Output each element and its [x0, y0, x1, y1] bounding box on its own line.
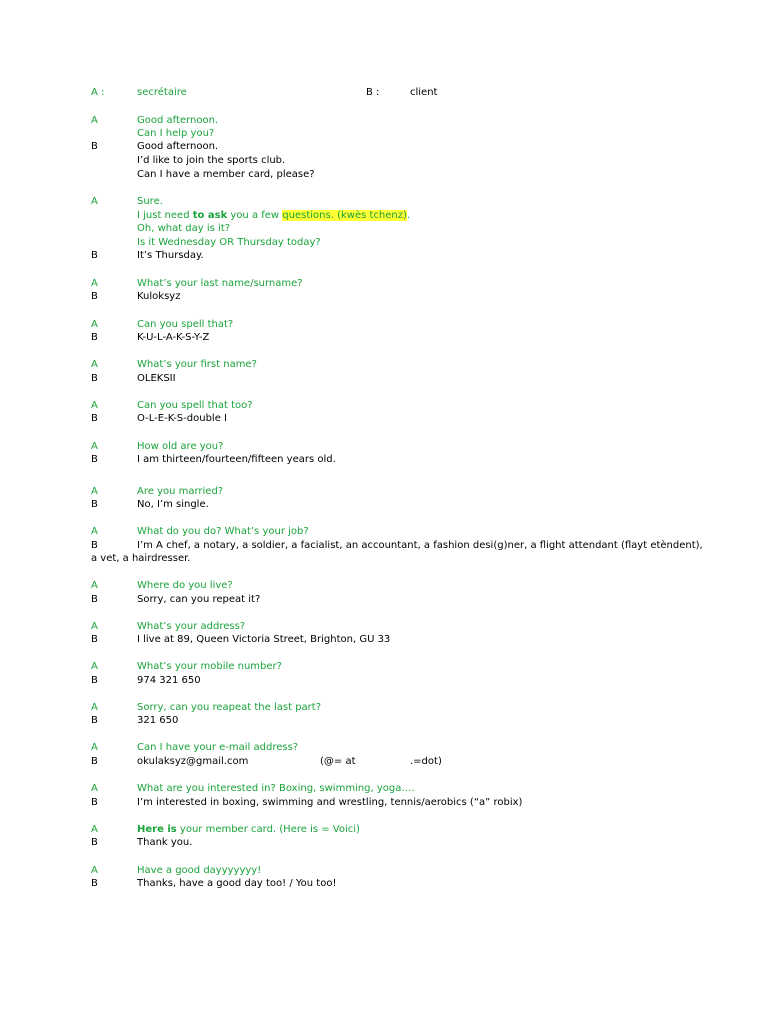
- speaker-label: B: [91, 594, 98, 605]
- line-text: 974 321 650: [137, 675, 201, 686]
- line-text: Thank you.: [137, 837, 193, 848]
- dialogue-line: [0, 701, 768, 714]
- speaker-label: B: [91, 332, 98, 343]
- speaker-label: B: [91, 634, 98, 645]
- dialogue-line: [0, 633, 768, 646]
- dialogue-line: [0, 525, 768, 538]
- dialogue-line: [0, 318, 768, 331]
- dialogue-line: [0, 440, 768, 453]
- speaker-label: A: [91, 824, 98, 835]
- speaker-label: B: [91, 141, 98, 152]
- at-note: (@= at: [320, 756, 356, 767]
- line-text: No, I’m single.: [137, 499, 209, 510]
- line-text: I’d like to join the sports club.: [137, 155, 286, 166]
- dialogue-line: [0, 249, 768, 262]
- line-text: Can I have your e-mail address?: [137, 742, 299, 753]
- line-text: OLEKSII: [137, 373, 176, 384]
- line-text: Can you spell that?: [137, 319, 234, 330]
- speaker-label: A: [91, 115, 98, 126]
- dialogue-line: [0, 660, 768, 673]
- dialogue-line: [0, 755, 768, 768]
- dialogue-line: [0, 539, 768, 552]
- line-text: Is it Wednesday OR Thursday today?: [137, 237, 321, 248]
- line-text: Can I have a member card, please?: [137, 169, 315, 180]
- dialogue-line: [0, 741, 768, 754]
- speaker-label: A: [91, 196, 98, 207]
- speaker-label: B: [91, 499, 98, 510]
- speaker-label: A: [91, 400, 98, 411]
- line-text: O-L-E-K-S-double I: [137, 413, 227, 424]
- line-text: How old are you?: [137, 441, 224, 452]
- speaker-label: A: [91, 783, 98, 794]
- text-part: you a few: [227, 210, 283, 221]
- speaker-label: A: [91, 319, 98, 330]
- speaker-label: A: [91, 742, 98, 753]
- dialogue-line: [0, 552, 768, 565]
- role-a-label: A :: [91, 87, 105, 98]
- line-text: I’m interested in boxing, swimming and wrestling, tennis/aerobics (“a” robix): [137, 797, 523, 808]
- role-a-name: secrétaire: [137, 87, 187, 98]
- role-b-name: client: [410, 87, 438, 98]
- dialogue-line: [0, 290, 768, 303]
- line-text: Good afternoon.: [137, 115, 219, 126]
- line-text: a vet, a hairdresser.: [91, 553, 191, 564]
- speaker-label: A: [91, 278, 98, 289]
- speaker-label: A: [91, 702, 98, 713]
- line-text: Have a good dayyyyyyy!: [137, 865, 262, 876]
- speaker-label: A: [91, 526, 98, 537]
- speaker-label: B: [91, 454, 98, 465]
- speaker-label: A: [91, 865, 98, 876]
- line-text: [137, 823, 360, 836]
- line-text: Sorry, can you reapeat the last part?: [137, 702, 322, 713]
- speaker-label: A: [91, 661, 98, 672]
- dialogue-line: [0, 485, 768, 498]
- line-text: What do you do? What’s your job?: [137, 526, 309, 537]
- text-part: your member card. (Here is = Voici): [176, 824, 360, 835]
- line-text: It’s Thursday.: [137, 250, 204, 261]
- dialogue-line: [0, 674, 768, 687]
- highlighted-phrase: questions. (kwès tchenz): [282, 210, 407, 221]
- speaker-label: A: [91, 486, 98, 497]
- dialogue-line: [0, 836, 768, 849]
- line-text: Can you spell that too?: [137, 400, 253, 411]
- speaker-label: A: [91, 621, 98, 632]
- speaker-label: B: [91, 715, 98, 726]
- speaker-label: B: [91, 413, 98, 424]
- line-text: I’m A chef, a notary, a soldier, a facialist, an accountant, a fashion desi(g)ner, a flight attendant (flayt etèndent),: [137, 540, 703, 551]
- line-text: Good afternoon.: [137, 141, 219, 152]
- dialogue-line: [0, 399, 768, 412]
- line-text: Kuloksyz: [137, 291, 181, 302]
- speaker-label: B: [91, 540, 98, 551]
- dialogue-line: [0, 236, 768, 249]
- dialogue-line: [0, 277, 768, 290]
- dialogue-line: [0, 331, 768, 344]
- dialogue-line: [0, 823, 768, 836]
- line-text: Are you married?: [137, 486, 224, 497]
- line-text: [137, 209, 410, 222]
- dot-note: .=dot): [410, 756, 442, 767]
- speaker-label: B: [91, 756, 98, 767]
- email-address: okulaksyz@gmail.com: [137, 756, 249, 767]
- bold-phrase: to ask: [192, 210, 228, 221]
- line-text: Thanks, have a good day too! / You too!: [137, 878, 337, 889]
- dialogue-line: [0, 358, 768, 371]
- dialogue-line: [0, 412, 768, 425]
- speaker-label: B: [91, 250, 98, 261]
- dialogue-line: [0, 195, 768, 208]
- dialogue-line: [0, 714, 768, 727]
- text-part: I just need: [137, 210, 193, 221]
- line-text: Can I help you?: [137, 128, 215, 139]
- line-text: I live at 89, Queen Victoria Street, Brighton, GU 33: [137, 634, 391, 645]
- dialogue-line: [0, 864, 768, 877]
- line-text: What’s your last name/surname?: [137, 278, 303, 289]
- dialogue-line: [0, 168, 768, 181]
- speaker-label: B: [91, 797, 98, 808]
- roles-header: [0, 86, 768, 99]
- line-text: K-U-L-A-K-S-Y-Z: [137, 332, 210, 343]
- dialogue-line: [0, 209, 768, 222]
- dialogue-line: [0, 453, 768, 466]
- line-text: What’s your first name?: [137, 359, 257, 370]
- speaker-label: A: [91, 359, 98, 370]
- dialogue-line: [0, 114, 768, 127]
- speaker-label: B: [91, 291, 98, 302]
- line-text: What are you interested in? Boxing, swimming, yoga….: [137, 783, 415, 794]
- dialogue-line: [0, 877, 768, 890]
- bold-phrase: Here is: [137, 824, 177, 835]
- dialogue-line: [0, 796, 768, 809]
- line-text: 321 650: [137, 715, 179, 726]
- line-text: Sure.: [137, 196, 163, 207]
- speaker-label: B: [91, 878, 98, 889]
- dialogue-line: [0, 140, 768, 153]
- speaker-label: B: [91, 837, 98, 848]
- line-text: What’s your address?: [137, 621, 246, 632]
- line-text: What’s your mobile number?: [137, 661, 282, 672]
- dialogue-line: [0, 593, 768, 606]
- line-text: Where do you live?: [137, 580, 233, 591]
- speaker-label: B: [91, 373, 98, 384]
- line-text: I am thirteen/fourteen/fifteen years old.: [137, 454, 336, 465]
- speaker-label: B: [91, 675, 98, 686]
- text-part: .: [406, 210, 411, 221]
- dialogue-line: [0, 372, 768, 385]
- line-text: Oh, what day is it?: [137, 223, 231, 234]
- dialogue-line: [0, 579, 768, 592]
- dialogue-line: [0, 782, 768, 795]
- dialogue-line: [0, 127, 768, 140]
- dialogue-line: [0, 222, 768, 235]
- dialogue-line: [0, 620, 768, 633]
- speaker-label: A: [91, 441, 98, 452]
- dialogue-line: [0, 154, 768, 167]
- line-text: Sorry, can you repeat it?: [137, 594, 261, 605]
- role-b-label: B :: [366, 87, 380, 98]
- speaker-label: A: [91, 580, 98, 591]
- dialogue-line: [0, 498, 768, 511]
